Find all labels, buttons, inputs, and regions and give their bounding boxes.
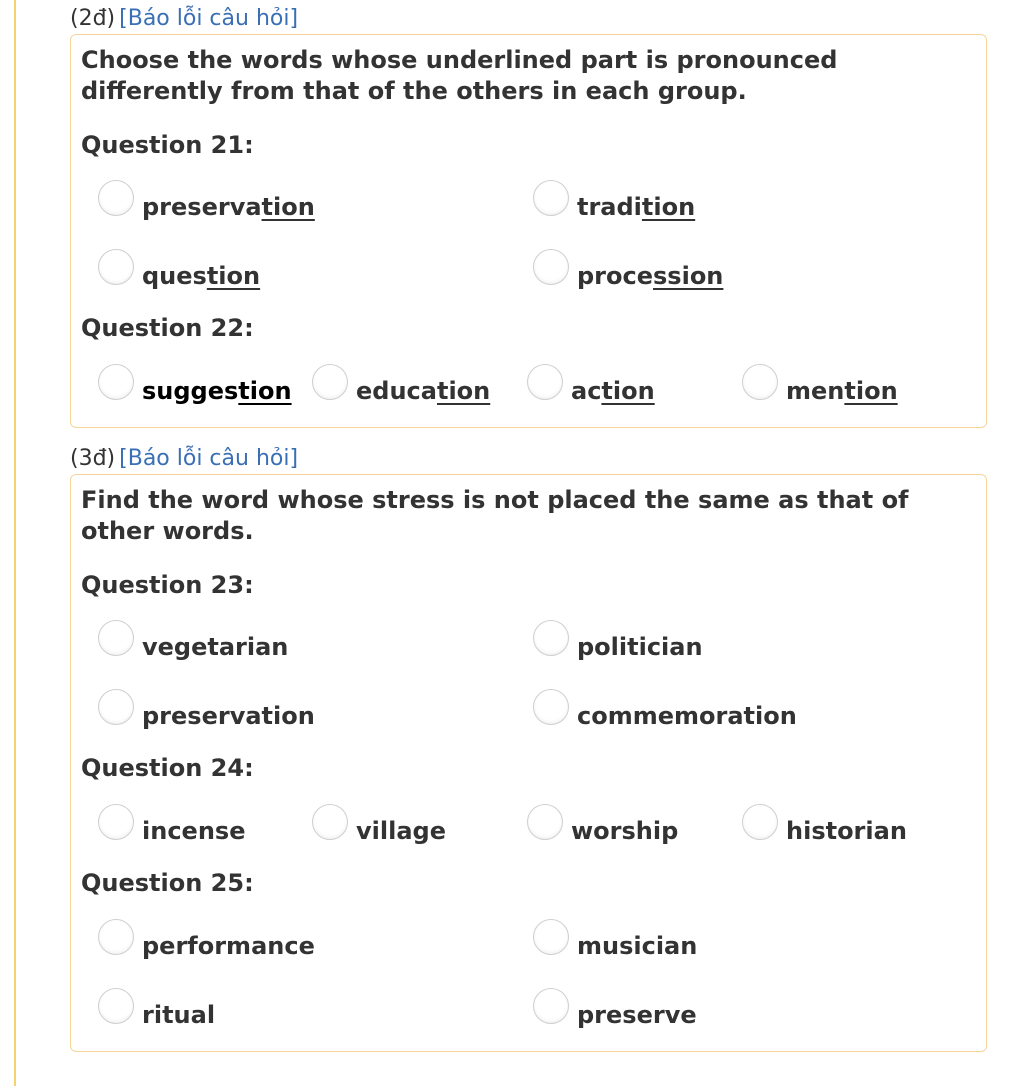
- option-text: question: [142, 262, 261, 290]
- option-text: commemoration: [577, 702, 797, 730]
- option-text: preservation: [142, 193, 315, 221]
- section2-header: [70, 445, 298, 473]
- question-21-label: Question 21:: [81, 131, 254, 159]
- radio-button[interactable]: [533, 919, 569, 955]
- option-text: historian: [786, 817, 907, 845]
- points-label: (2đ): [70, 6, 116, 31]
- option-text: mention: [786, 377, 898, 405]
- radio-button[interactable]: [533, 620, 569, 656]
- radio-button[interactable]: [98, 804, 134, 840]
- option-text: politician: [577, 633, 703, 661]
- radio-button[interactable]: [98, 249, 134, 285]
- option-text: ritual: [142, 1001, 216, 1029]
- underlined-part: tion: [238, 377, 292, 405]
- section1-header: [70, 5, 298, 33]
- option-text: incense: [142, 817, 246, 845]
- radio-button[interactable]: [312, 804, 348, 840]
- option-text: worship: [571, 817, 679, 845]
- radio-button[interactable]: [98, 689, 134, 725]
- instruction-text: Find the word whose stress is not placed the same as that of other words.: [81, 486, 909, 545]
- underlined-part: tion: [844, 377, 898, 405]
- underlined-part: tion: [641, 193, 696, 221]
- option-text: tradition: [577, 193, 696, 221]
- option-text: preservation: [142, 702, 315, 730]
- radio-button[interactable]: [527, 364, 563, 400]
- question-25-label: Question 25:: [81, 869, 254, 897]
- underlined-part: tion: [261, 193, 315, 221]
- option-text: action: [571, 377, 655, 405]
- points-label: (3đ): [70, 446, 116, 471]
- question-box-2: [70, 474, 987, 1052]
- underlined-part: tion: [601, 377, 655, 405]
- radio-button[interactable]: [533, 988, 569, 1024]
- radio-button[interactable]: [527, 804, 563, 840]
- radio-button[interactable]: [98, 364, 134, 400]
- radio-button[interactable]: [742, 364, 778, 400]
- option-text: performance: [142, 932, 315, 960]
- question-box-1: [70, 34, 987, 428]
- option-text: preserve: [577, 1001, 697, 1029]
- left-accent-rule: [14, 0, 16, 1086]
- radio-button[interactable]: [533, 180, 569, 216]
- option-text: procession: [577, 262, 724, 290]
- radio-button[interactable]: [98, 180, 134, 216]
- radio-button[interactable]: [742, 804, 778, 840]
- option-text: education: [356, 377, 491, 405]
- radio-button[interactable]: [533, 689, 569, 725]
- question-23-label: Question 23:: [81, 571, 254, 599]
- option-text: vegetarian: [142, 633, 289, 661]
- underlined-part: tion: [206, 262, 261, 290]
- radio-button[interactable]: [98, 919, 134, 955]
- radio-button[interactable]: [98, 620, 134, 656]
- question-24-label: Question 24:: [81, 754, 254, 782]
- radio-button[interactable]: [533, 249, 569, 285]
- option-text: musician: [577, 932, 698, 960]
- underlined-part: tion: [436, 377, 491, 405]
- option-text: village: [356, 817, 446, 845]
- radio-button[interactable]: [312, 364, 348, 400]
- underlined-part: ssion: [653, 262, 724, 290]
- radio-button[interactable]: [98, 988, 134, 1024]
- instruction-text: Choose the words whose underlined part is pronounced differently from that of the others in each group.: [81, 46, 838, 105]
- option-text: suggestion: [142, 377, 292, 405]
- question-22-label: Question 22:: [81, 314, 254, 342]
- report-question-link[interactable]: [Báo lỗi câu hỏi]: [119, 6, 299, 31]
- report-question-link[interactable]: [Báo lỗi câu hỏi]: [119, 446, 299, 471]
